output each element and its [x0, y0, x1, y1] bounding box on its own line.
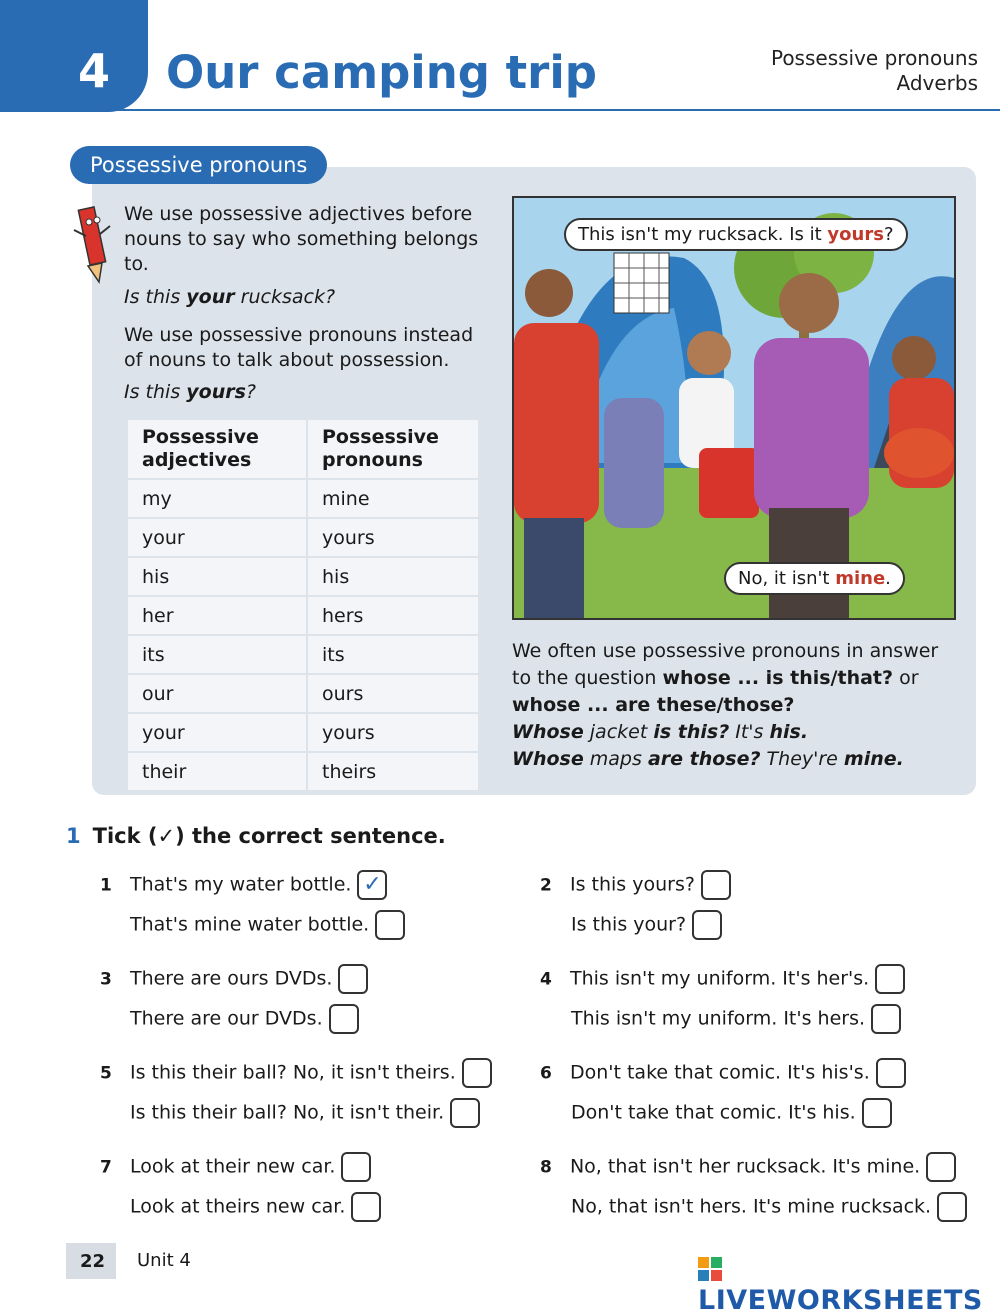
tick-box[interactable] — [701, 870, 731, 900]
table-cell: our — [128, 674, 307, 713]
table-cell: its — [307, 635, 478, 674]
exercise-item-3b: There are our DVDs. — [130, 1004, 359, 1034]
table-row — [128, 557, 478, 596]
table-row — [128, 713, 478, 752]
table-header-row — [128, 420, 478, 479]
usage-note — [512, 638, 962, 773]
exercise-title — [66, 824, 446, 848]
exercise-item-1b: That's mine water bottle. — [130, 910, 405, 940]
tick-box[interactable] — [937, 1192, 967, 1222]
tick-box-checked[interactable]: ✓ — [357, 870, 387, 900]
table-row — [128, 479, 478, 518]
page-number: 22 — [80, 1251, 106, 1272]
tick-box[interactable] — [341, 1152, 371, 1182]
exercise-item-1a: 1 That's my water bottle. ✓ — [100, 870, 387, 900]
exercise-item-2b: Is this your? — [571, 910, 722, 940]
table-row — [128, 752, 478, 791]
table-header: Possessive pronouns — [307, 420, 478, 479]
usage-example: Whose maps are those? They're mine. — [512, 748, 904, 770]
table-header: Possessive adjectives — [128, 420, 307, 479]
exercise-item-5b: Is this their ball? No, it isn't their. — [130, 1098, 480, 1128]
table-cell: his — [128, 557, 307, 596]
exercise-item-7b: Look at theirs new car. — [130, 1192, 381, 1222]
exercise-item-6a: 6 Don't take that comic. It's his's. — [540, 1058, 906, 1088]
table-cell: my — [128, 479, 307, 518]
camping-illustration — [512, 196, 956, 620]
table-cell: his — [307, 557, 478, 596]
exercise-item-4a: 4 This isn't my uniform. It's her's. — [540, 964, 905, 994]
tick-box[interactable] — [876, 1058, 906, 1088]
tick-box[interactable] — [351, 1192, 381, 1222]
rule-possessive-pronouns: We use possessive pronouns instead of nouns to talk about possession. — [124, 324, 474, 371]
topics-list — [771, 46, 978, 96]
tick-box[interactable] — [875, 964, 905, 994]
table-row — [128, 635, 478, 674]
usage-note-text: We often use possessive pronouns in answer to the question whose ... is this/that? or whose ... are these/those? — [512, 640, 939, 716]
exercise-instruction: Tick (✓) the correct sentence. — [92, 824, 446, 848]
example-possessive-pronoun: Is this yours? — [124, 381, 257, 403]
speech-bubble-answer: No, it isn't mine. — [724, 562, 905, 595]
tick-box[interactable] — [871, 1004, 901, 1034]
tick-box[interactable] — [462, 1058, 492, 1088]
topic-item: Adverbs — [896, 71, 978, 95]
possessive-table — [128, 420, 478, 792]
exercise-item-4b: This isn't my uniform. It's hers. — [571, 1004, 901, 1034]
table-cell: yours — [307, 518, 478, 557]
exercise-item-5a: 5 Is this their ball? No, it isn't theirs. — [100, 1058, 492, 1088]
table-cell: hers — [307, 596, 478, 635]
rule-possessive-adjectives: We use possessive adjectives before nouns to say who something belongs to. — [124, 203, 479, 275]
table-cell: its — [128, 635, 307, 674]
usage-example: Whose jacket is this? It's his. — [512, 721, 809, 743]
tick-box[interactable] — [338, 964, 368, 994]
table-cell: your — [128, 518, 307, 557]
page-title: Our camping trip — [166, 46, 597, 99]
topic-item: Possessive pronouns — [770, 46, 978, 70]
tick-box[interactable] — [862, 1098, 892, 1128]
footer-unit-label: Unit 4 — [137, 1250, 191, 1271]
exercise-item-2a: 2 Is this yours? — [540, 870, 731, 900]
table-row — [128, 596, 478, 635]
exercise-item-8b: No, that isn't hers. It's mine rucksack. — [571, 1192, 967, 1222]
tick-box[interactable] — [329, 1004, 359, 1034]
tick-box[interactable] — [692, 910, 722, 940]
speech-bubble-question: This isn't my rucksack. Is it yours? — [564, 218, 908, 251]
liveworksheets-grid-icon — [698, 1257, 722, 1281]
tick-box[interactable] — [375, 910, 405, 940]
example-possessive-adjective: Is this your rucksack? — [124, 286, 336, 308]
table-cell: their — [128, 752, 307, 791]
exercise-item-8a: 8 No, that isn't her rucksack. It's mine. — [540, 1152, 956, 1182]
table-cell: mine — [307, 479, 478, 518]
table-cell: her — [128, 596, 307, 635]
tick-box[interactable] — [926, 1152, 956, 1182]
exercise-item-3a: 3 There are ours DVDs. — [100, 964, 368, 994]
exercise-item-6b: Don't take that comic. It's his. — [571, 1098, 892, 1128]
table-cell: ours — [307, 674, 478, 713]
unit-tab — [0, 0, 148, 112]
table-cell: your — [128, 713, 307, 752]
liveworksheets-wordmark: LIVEWORKSHEETS — [698, 1285, 983, 1316]
table-cell: theirs — [307, 752, 478, 791]
pencil-mascot-icon — [68, 200, 118, 290]
unit-number: 4 — [78, 44, 111, 98]
liveworksheets-logo — [698, 1254, 1000, 1316]
table-row — [128, 674, 478, 713]
exercise-item-7a: 7 Look at their new car. — [100, 1152, 371, 1182]
exercise-number: 1 — [66, 824, 81, 848]
table-cell: yours — [307, 713, 478, 752]
section-label: Possessive pronouns — [70, 146, 327, 184]
camping-scene-image — [514, 198, 954, 618]
header-rule — [0, 109, 1000, 111]
tick-box[interactable] — [450, 1098, 480, 1128]
table-row — [128, 518, 478, 557]
